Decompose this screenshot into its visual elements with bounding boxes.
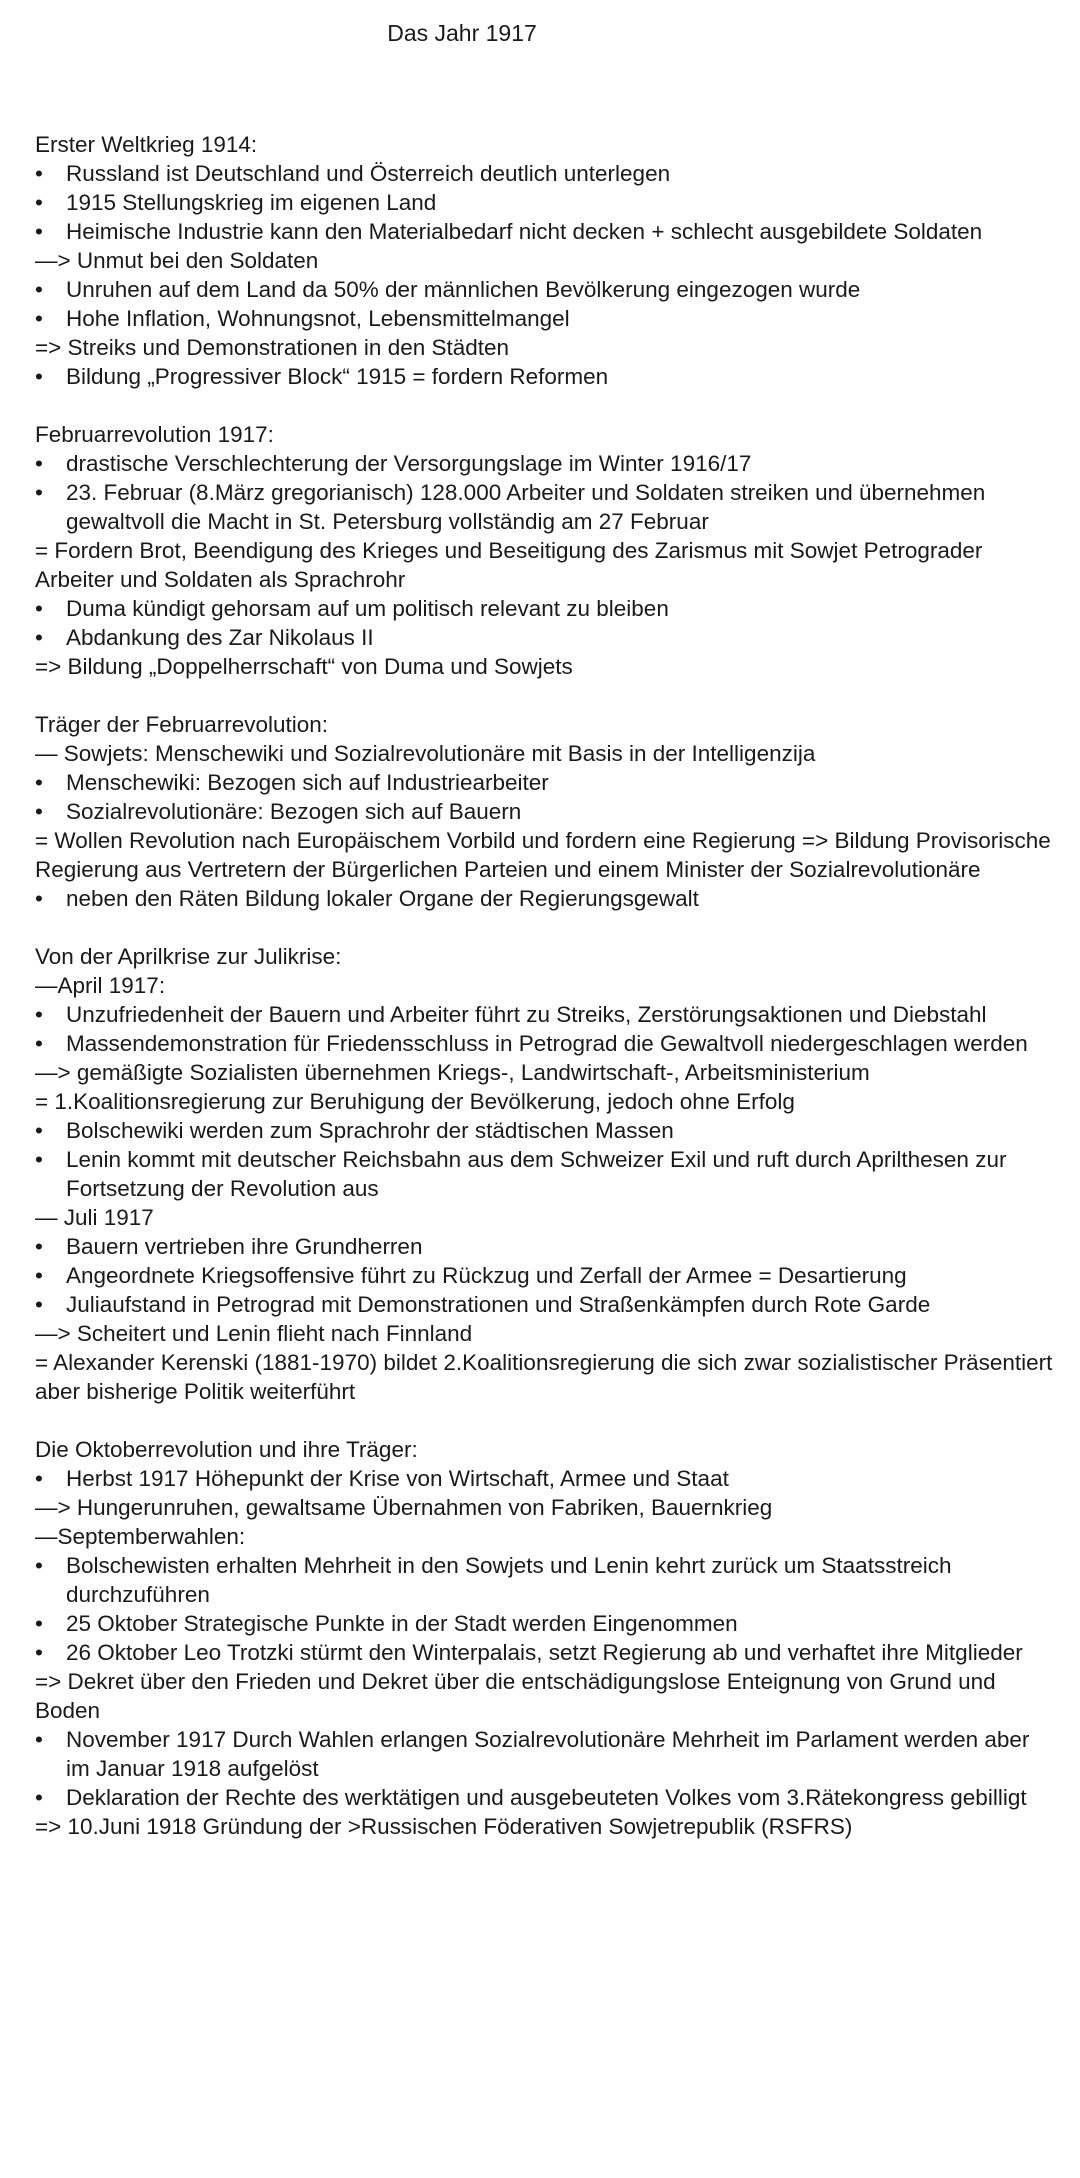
text-line: = 1.Koalitionsregierung zur Beruhigung der Bevölkerung, jedoch ohne Erfolg (35, 1089, 795, 1114)
section-heading: Von der Aprilkrise zur Julikrise: (35, 944, 342, 969)
text-line: => Bildung „Doppelherrschaft“ von Duma und Sowjets (35, 654, 573, 679)
bullet-item: • 1915 Stellungskrieg im eigenen Land (35, 188, 1055, 217)
section-1 (35, 130, 1055, 391)
bullet-item: • Unruhen auf dem Land da 50% der männlichen Bevölkerung eingezogen wurde (35, 275, 1055, 304)
text-line: => Dekret über den Frieden und Dekret über die entschädigungslose Enteignung von Grund und Boden (35, 1669, 996, 1723)
bullet-item: • Russland ist Deutschland und Österreich deutlich unterlegen (35, 159, 1055, 188)
bullet-item: • Hohe Inflation, Wohnungsnot, Lebensmittelmangel (35, 304, 1055, 333)
text-line: = Fordern Brot, Beendigung des Krieges und Beseitigung des Zarismus mit Sowjet Petrograder Arbeiter und Soldaten als Sprachrohr (35, 538, 983, 592)
bullet-item: • Bolschewiki werden zum Sprachrohr der städtischen Massen (35, 1116, 1055, 1145)
text-line: —April 1917: (35, 973, 166, 998)
bullet-item: • Deklaration der Rechte des werktätigen und ausgebeuteten Volkes vom 3.Rätekongress gebilligt (35, 1783, 1055, 1812)
text-line: —> Unmut bei den Soldaten (35, 248, 319, 273)
text-line: —> Hungerunruhen, gewaltsame Übernahmen von Fabriken, Bauernkrieg (35, 1495, 773, 1520)
text-line: — Juli 1917 (35, 1205, 154, 1230)
bullet-item: • Heimische Industrie kann den Materialbedarf nicht decken + schlecht ausgebildete Soldaten (35, 217, 1055, 246)
bullet-item: • Unzufriedenheit der Bauern und Arbeiter führt zu Streiks, Zerstörungsaktionen und Diebstahl (35, 1000, 1055, 1029)
text-line: = Wollen Revolution nach Europäischem Vorbild und fordern eine Regierung => Bildung Provisorische Regierung aus Vertretern der Bürgerlichen Parteien und einem Minister der Sozialrevolutionäre (35, 828, 1051, 882)
bullet-item: • Bildung „Progressiver Block“ 1915 = fordern Reformen (35, 362, 1055, 391)
text-line: —> Scheitert und Lenin flieht nach Finnland (35, 1321, 473, 1346)
bullet-item: • Duma kündigt gehorsam auf um politisch relevant zu bleiben (35, 594, 1055, 623)
bullet-item: • Bauern vertrieben ihre Grundherren (35, 1232, 1055, 1261)
section-2 (35, 420, 1055, 681)
bullet-item: • neben den Räten Bildung lokaler Organe der Regierungsgewalt (35, 884, 1055, 913)
bullet-item: • 26 Oktober Leo Trotzki stürmt den Winterpalais, setzt Regierung ab und verhaftet ihre Mitglieder (35, 1638, 1055, 1667)
document-body (35, 130, 1055, 1870)
section-heading: Februarrevolution 1917: (35, 422, 274, 447)
bullet-item: • 23. Februar (8.März gregorianisch) 128.000 Arbeiter und Soldaten streiken und übernehmen gewaltvoll die Macht in St. Petersburg vollständig am 27 Februar (35, 478, 1055, 536)
bullet-item: • Sozialrevolutionäre: Bezogen sich auf Bauern (35, 797, 1055, 826)
section-heading: Die Oktoberrevolution und ihre Träger: (35, 1437, 418, 1462)
text-line: = Alexander Kerenski (1881-1970) bildet 2.Koalitionsregierung die sich zwar sozialistischer Präsentiert aber bisherige Politik weiterführt (35, 1350, 1053, 1404)
bullet-item: • Angeordnete Kriegsoffensive führt zu Rückzug und Zerfall der Armee = Desartierung (35, 1261, 1055, 1290)
bullet-item: • Herbst 1917 Höhepunkt der Krise von Wirtschaft, Armee und Staat (35, 1464, 1055, 1493)
text-line: => Streiks und Demonstrationen in den Städten (35, 335, 510, 360)
bullet-item: • Juliaufstand in Petrograd mit Demonstrationen und Straßenkämpfen durch Rote Garde (35, 1290, 1055, 1319)
bullet-item: • November 1917 Durch Wahlen erlangen Sozialrevolutionäre Mehrheit im Parlament werden aber im Januar 1918 aufgelöst (35, 1725, 1055, 1783)
text-line: —> gemäßigte Sozialisten übernehmen Kriegs-, Landwirtschaft-, Arbeitsministerium (35, 1060, 870, 1085)
bullet-item: • 25 Oktober Strategische Punkte in der Stadt werden Eingenommen (35, 1609, 1055, 1638)
section-4 (35, 942, 1055, 1406)
bullet-item: • Abdankung des Zar Nikolaus II (35, 623, 1055, 652)
bullet-item: • Menschewiki: Bezogen sich auf Industriearbeiter (35, 768, 1055, 797)
section-heading: Träger der Februarrevolution: (35, 712, 329, 737)
bullet-item: • Bolschewisten erhalten Mehrheit in den Sowjets und Lenin kehrt zurück um Staatsstreich durchzuführen (35, 1551, 1055, 1609)
section-3 (35, 710, 1055, 913)
bullet-item: • drastische Verschlechterung der Versorgungslage im Winter 1916/17 (35, 449, 1055, 478)
bullet-item: • Massendemonstration für Friedensschluss in Petrograd die Gewaltvoll niedergeschlagen werden (35, 1029, 1055, 1058)
text-line: —Septemberwahlen: (35, 1524, 246, 1549)
text-line: — Sowjets: Menschewiki und Sozialrevolutionäre mit Basis in der Intelligenzija (35, 741, 816, 766)
bullet-item: • Lenin kommt mit deutscher Reichsbahn aus dem Schweizer Exil und ruft durch Aprilthesen zur Fortsetzung der Revolution aus (35, 1145, 1055, 1203)
text-line: => 10.Juni 1918 Gründung der >Russischen Föderativen Sowjetrepublik (RSFRS) (35, 1814, 853, 1839)
section-5 (35, 1435, 1055, 1841)
section-heading: Erster Weltkrieg 1914: (35, 132, 258, 157)
document-title: Das Jahr 1917 (387, 20, 537, 46)
